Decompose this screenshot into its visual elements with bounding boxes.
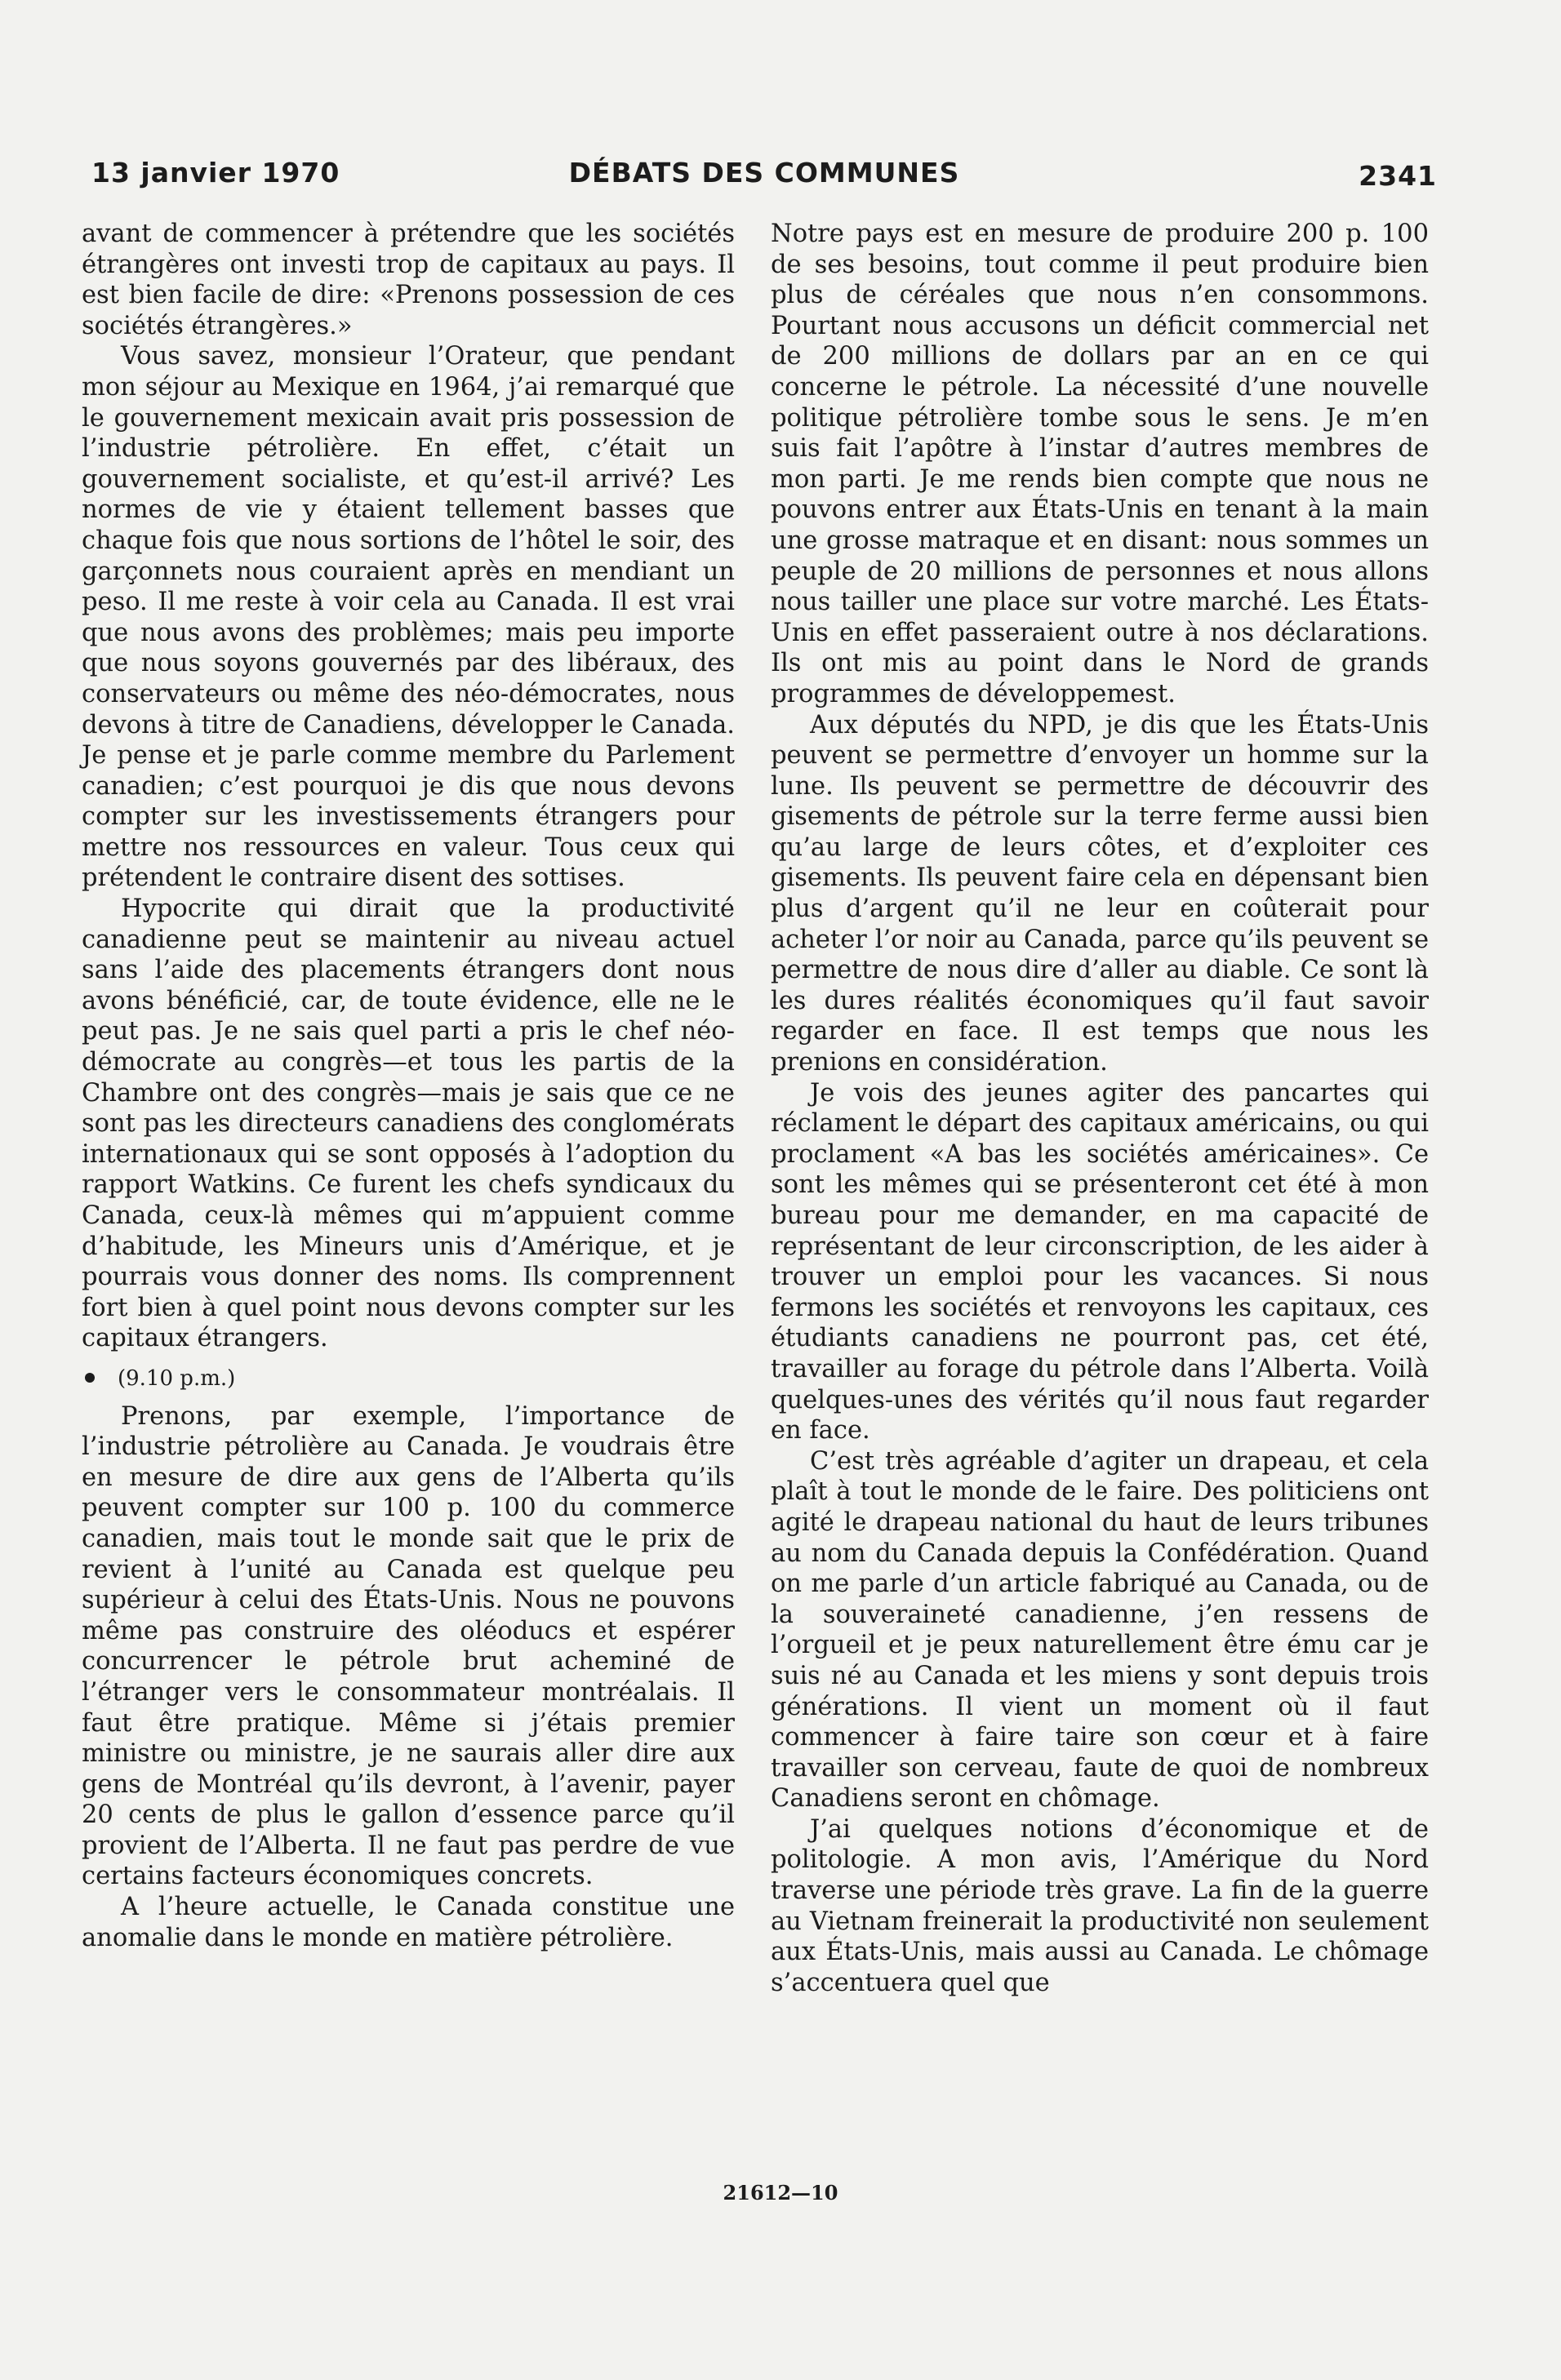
bullet-icon: [85, 1373, 95, 1383]
left-paragraph-1: avant de commencer à prétendre que les sociétés étrangères ont investi trop de capitaux au pays. Il est bien facile de dire: «Prenons possession de ces sociétés étrangères.»: [82, 220, 735, 340]
right-paragraph-5: J’ai quelques notions d’économique et de politologie. A mon avis, l’Amérique du Nord traverse une période très grave. La fin de la guerre au Vietnam freinerait la productivité non seulement aux États-Unis, mais aussi au Canada. Le chômage s’accentuera quel que: [771, 1814, 1429, 1997]
right-paragraph-2: Aux députés du NPD, je dis que les États-Unis peuvent se permettre d’envoyer un homme sur la lune. Ils peuvent se permettre de découvrir des gisements de pétrole sur la terre ferme aussi bien qu’au large de leurs côtes, et d’exploiter ces gisements. Ils peuvent faire cela en dépensant bien plus d’argent qu’il ne leur en coûterait pour acheter l’or noir au Canada, parce qu’ils peuvent se permettre de nous dire d’aller au diable. Ce sont là les dures réalités économiques qu’il faut savoir regarder en face. Il est temps que nous les prenions en considération.: [771, 710, 1429, 1077]
right-paragraph-1: Notre pays est en mesure de produire 200 p. 100 de ses besoins, tout comme il peut produire bien plus de céréales que nous n’en consommons. Pourtant nous accusons un déficit commercial net de 200 millions de dollars par an en ce qui concerne le pétrole. La nécessité d’une nouvelle politique pétrolière tombe sous le sens. Je m’en suis fait l’apôtre à l’instar d’autres membres de mon parti. Je me rends bien compte que nous ne pouvons entrer aux États-Unis en tenant à la main une grosse matraque et en disant: nous sommes un peuple de 20 millions de personnes et nous allons nous tailler une place sur votre marché. Les États-Unis en effet passeraient outre à nos déclarations. Ils ont mis au point dans le Nord de grands programmes de développemest.: [771, 220, 1429, 708]
right-paragraph-3: Je vois des jeunes agiter des pancartes qui réclament le départ des capitaux américains, ou qui proclament «A bas les sociétés américaines». Ce sont les mêmes qui se présenteront cet été à mon bureau pour me demander, en ma capacité de représentant de leur circonscription, de les aider à trouver un emploi pour les vacances. Si nous fermons les sociétés et renvoyons les capitaux, ces étudiants canadiens ne pourront pas, cet été, travailler au forage du pétrole dans l’Alberta. Voilà quelques-unes des vérités qu’il nous faut regarder en face.: [771, 1078, 1429, 1445]
left-column: [82, 219, 735, 1953]
right-column: [771, 219, 1429, 1998]
header-title: DÉBATS DES COMMUNES: [568, 157, 960, 189]
left-paragraph-4: Prenons, par exemple, l’importance de l’industrie pétrolière au Canada. Je voudrais être en mesure de dire aux gens de l’Alberta qu’ils peuvent compter sur 100 p. 100 du commerce canadien, mais tout le monde sait que le prix de revient à l’unité au Canada est quelque peu supérieur à celui des États-Unis. Nous ne pouvons même pas construire des oléoducs et espérer concurrencer le pétrole brut acheminé de l’étranger vers le consommateur montréalais. Il faut être pratique. Même si j’étais premier ministre ou ministre, je ne saurais aller dire aux gens de Montréal qu’ils devront, à l’avenir, payer 20 cents de plus le gallon d’essence parce qu’il provient de l’Alberta. Il ne faut pas perdre de vue certains facteurs économiques concrets.: [82, 1401, 735, 1891]
left-paragraph-2: Vous savez, monsieur l’Orateur, que pendant mon séjour au Mexique en 1964, j’ai remarqué que le gouvernement mexicain avait pris possession de l’industrie pétrolière. En effet, c’était un gouvernement socialiste, et qu’est-il arrivé? Les normes de vie y étaient tellement basses que chaque fois que nous sortions de l’hôtel le soir, des garçonnets nous couraient après en mendiant un peso. Il me reste à voir cela au Canada. Il est vrai que nous avons des problèmes; mais peu importe que nous soyons gouvernés par des libéraux, des conservateurs ou même des néo-démocrates, nous devons à titre de Canadiens, développer le Canada. Je pense et je parle comme membre du Parlement canadien; c’est pourquoi je dis que nous devons compter sur les investissements étrangers pour mettre nos ressources en valeur. Tous ceux qui prétendent le contraire disent des sottises.: [82, 342, 735, 893]
right-paragraph-4: C’est très agréable d’agiter un drapeau, et cela plaît à tout le monde de le faire. Des politiciens ont agité le drapeau national du haut de leurs tribunes au nom du Canada depuis la Confédération. Quand on me parle d’un article fabriqué au Canada, ou de la souveraineté canadienne, j’en ressens de l’orgueil et je peux naturellement être ému car je suis né au Canada et les miens y sont depuis trois générations. Il vient un moment où il faut commencer à faire taire son cœur et à faire travailler son cerveau, faute de quoi de nombreux Canadiens seront en chômage.: [771, 1446, 1429, 1814]
header-date: 13 janvier 1970: [91, 157, 340, 189]
left-paragraph-5: A l’heure actuelle, le Canada constitue une anomalie dans le monde en matière pétrolière.: [82, 1893, 735, 1952]
time-stamp: (9.10 p.m.): [118, 1365, 236, 1391]
page-header: [91, 157, 1437, 196]
page-footer: 21612—10: [723, 2181, 838, 2205]
page-number: 2341: [1359, 160, 1437, 192]
time-marker: [82, 1364, 735, 1395]
left-paragraph-3: Hypocrite qui dirait que la productivité canadienne peut se maintenir au niveau actuel sans l’aide des placements étrangers dont nous avons bénéficié, car, de toute évidence, elle ne le peut pas. Je ne sais quel parti a pris le chef néo-démocrate au congrès—et tous les partis de la Chambre ont des congrès—mais je sais que ce ne sont pas les directeurs canadiens des conglomérats internationaux qui se sont opposés à l’adoption du rapport Watkins. Ce furent les chefs syndicaux du Canada, ceux-là mêmes qui m’appuient comme d’habitude, les Mineurs unis d’Amérique, et je pourrais vous donner des noms. Ils comprennent fort bien à quel point nous devons compter sur les capitaux étrangers.: [82, 895, 735, 1353]
